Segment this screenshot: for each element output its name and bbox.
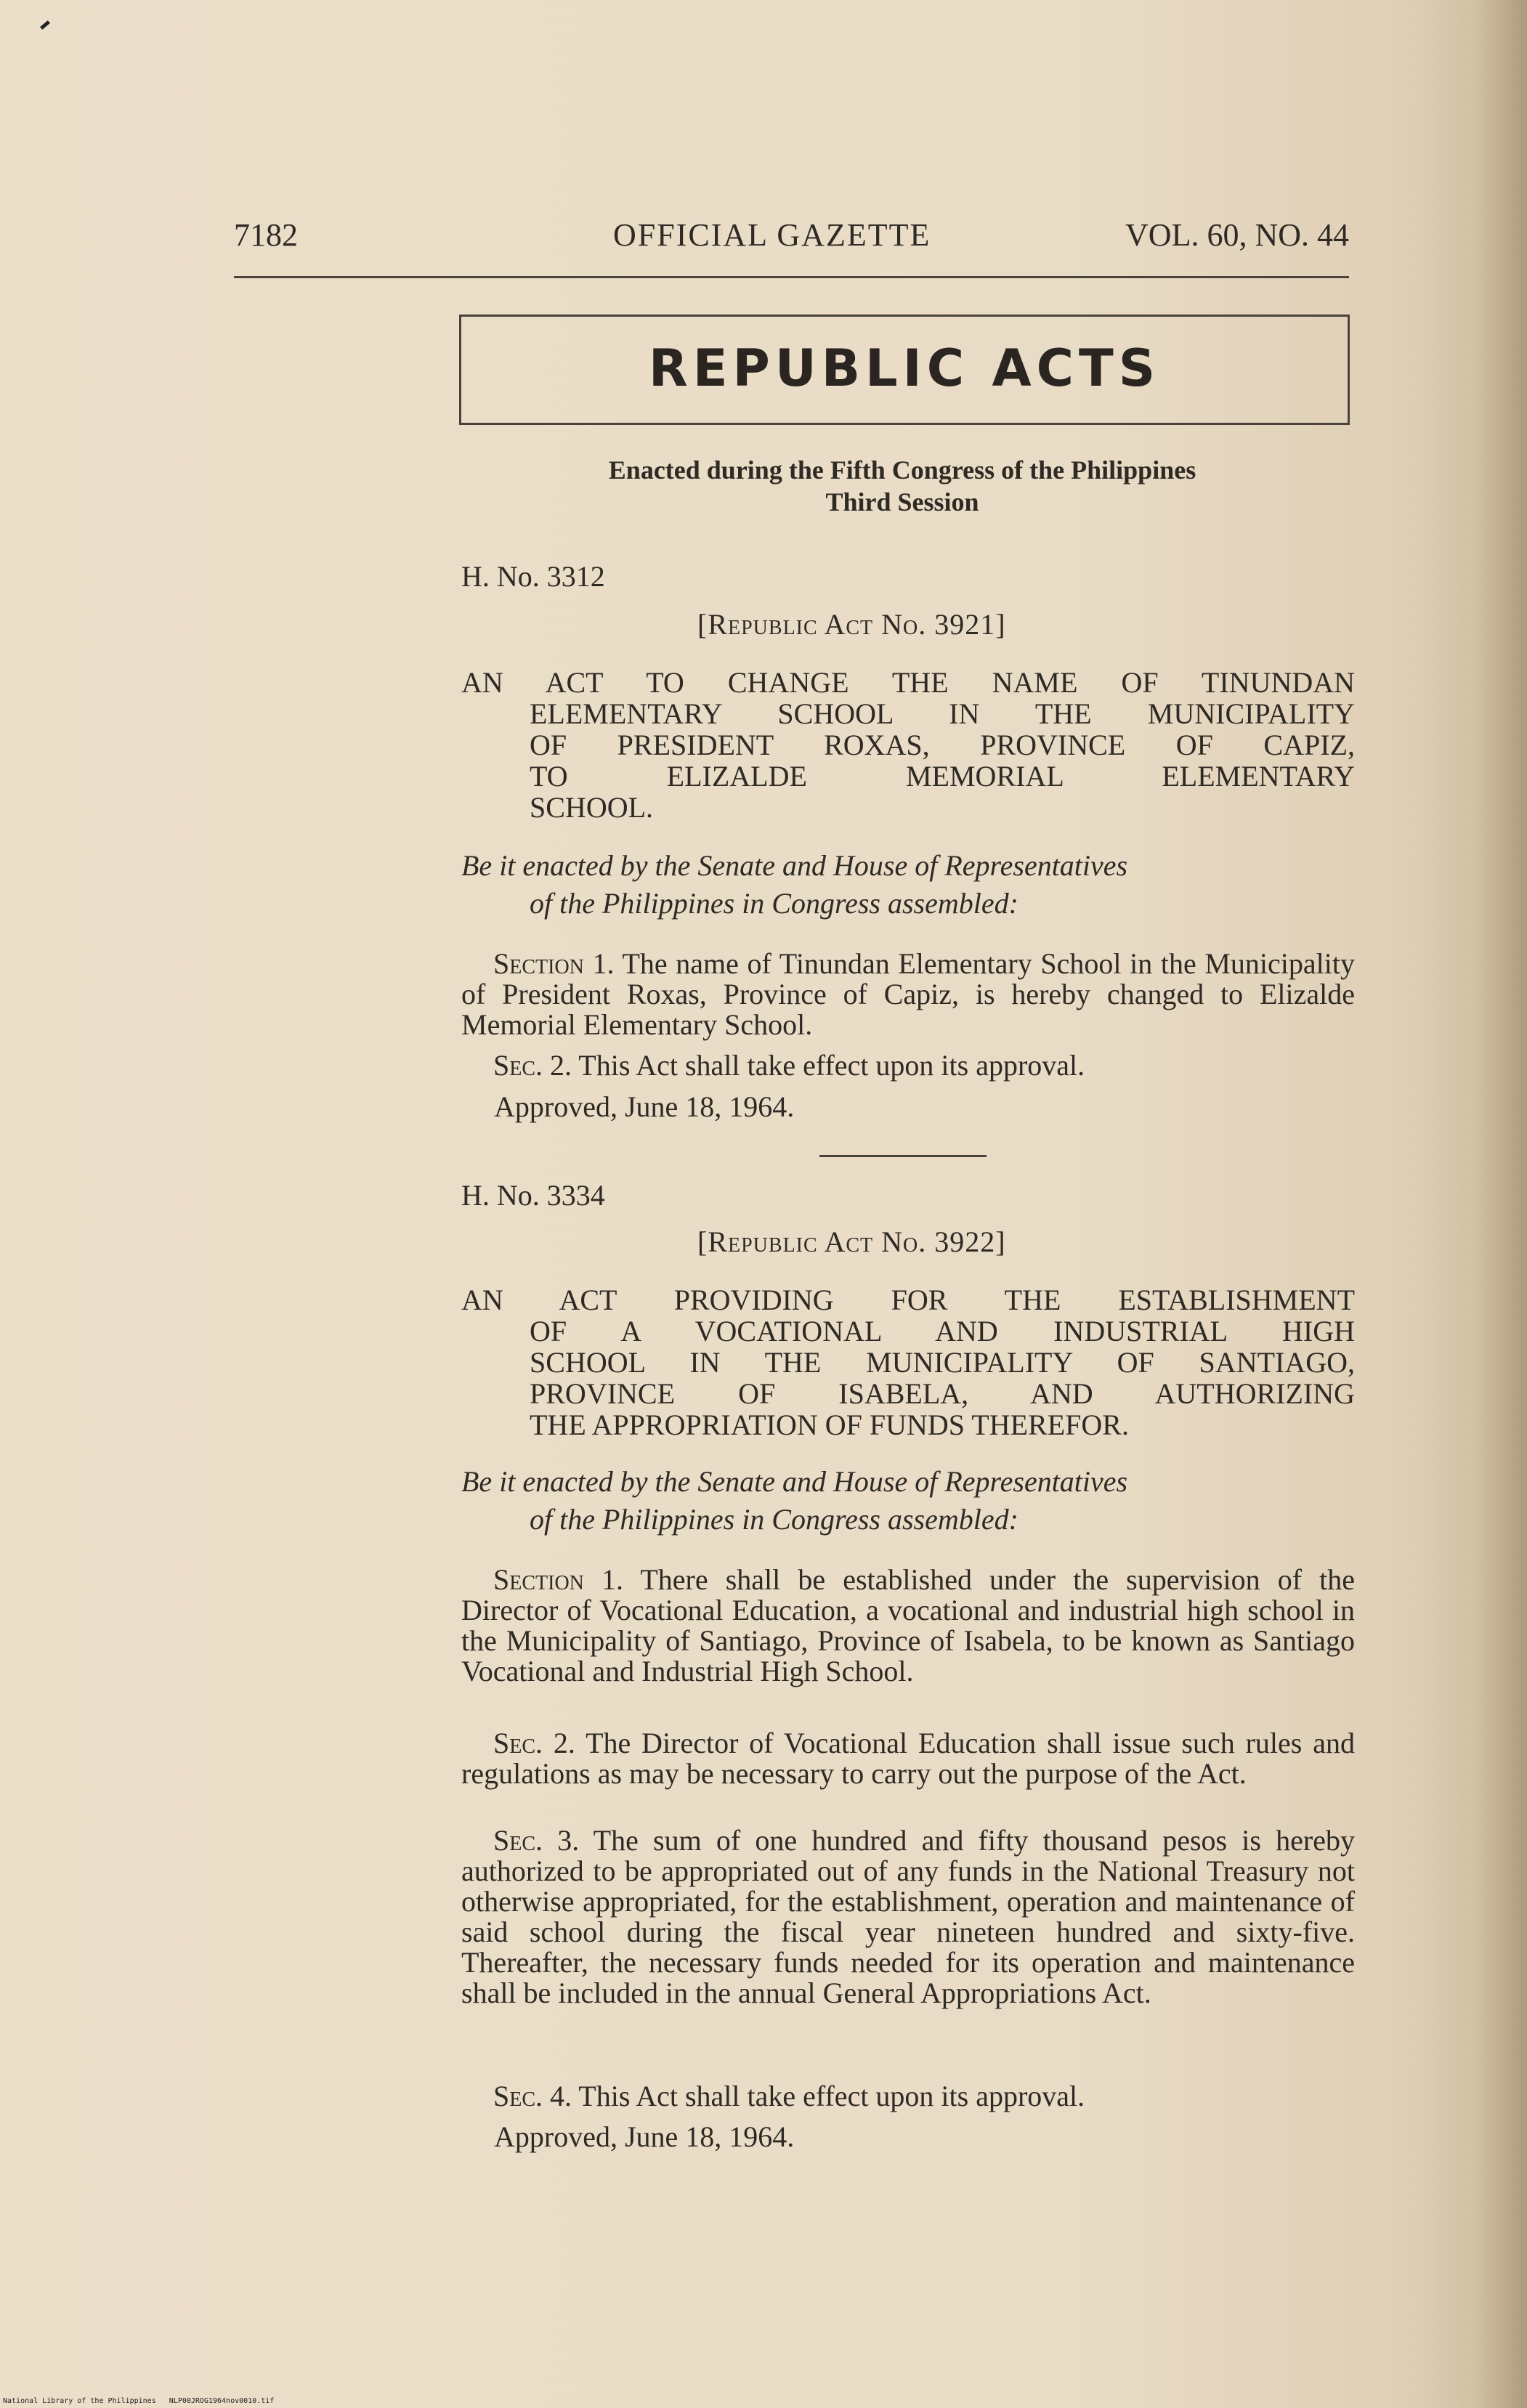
- running-header: [234, 216, 1349, 267]
- act-title-line: PROVINCE OF ISABELA, AND AUTHORIZING: [530, 1377, 1355, 1410]
- approval-date: Approved, June 18, 1964.: [494, 1090, 795, 1123]
- section-text: The Director of Vocational Education shall issue such rules and regulations as may be necessary to carry out the purpose of the Act.: [461, 1727, 1355, 1790]
- enacting-clause: [461, 847, 1355, 923]
- section-paragraph: [461, 1825, 1355, 2008]
- section-paragraph: [461, 1565, 1355, 1687]
- file-id: NLP00JROG1964nov0010.tif: [169, 2397, 275, 2405]
- act-title-line: THE APPROPRIATION OF FUNDS THEREFOR.: [530, 1408, 1129, 1441]
- section-text: This Act shall take effect upon its approval.: [572, 1049, 1085, 1082]
- section-label: Section 1.: [493, 947, 615, 980]
- act-title-line: AN ACT PROVIDING FOR THE ESTABLISHMENT: [461, 1284, 1355, 1316]
- act-title-line: SCHOOL.: [530, 791, 654, 824]
- act-title: [461, 667, 1355, 823]
- act-title-line: AN ACT TO CHANGE THE NAME OF TINUNDAN: [461, 666, 1355, 699]
- section-paragraph: [461, 1728, 1355, 1789]
- republic-act-number: [Republic Act No. 3921]: [697, 608, 1006, 641]
- page-number: 7182: [234, 217, 298, 253]
- volume-number: VOL. 60, NO. 44: [1125, 217, 1349, 253]
- act-title-line: OF A VOCATIONAL AND INDUSTRIAL HIGH: [530, 1315, 1355, 1347]
- section-text: There shall be established under the supervision of the Director of Vocational Education, a vocational and industrial high school in the Municipality of Santiago, Province of Isabela, to be known as Santiago Vocational and Industrial High School.: [461, 1563, 1355, 1687]
- scan-footer: [3, 2397, 274, 2405]
- section-label: Sec. 4.: [493, 2080, 572, 2112]
- act-title-line: ELEMENTARY SCHOOL IN THE MUNICIPALITY: [530, 697, 1355, 730]
- section-text: This Act shall take effect upon its approval.: [572, 2080, 1085, 2112]
- enacting-clause-line: of the Philippines in Congress assembled:: [530, 887, 1018, 920]
- session-line-2: Third Session: [825, 487, 979, 516]
- house-bill-number: H. No. 3312: [461, 560, 605, 593]
- act-title-line: TO ELIZALDE MEMORIAL ELEMENTARY: [530, 760, 1355, 792]
- library-name: National Library of the Philippines: [3, 2397, 156, 2405]
- header-rule: [234, 276, 1349, 278]
- section-label: Section 1.: [493, 1563, 623, 1596]
- section-paragraph: [461, 949, 1355, 1040]
- enacting-clause-line: Be it enacted by the Senate and House of Representatives: [461, 1465, 1128, 1498]
- house-bill-number: H. No. 3334: [461, 1179, 605, 1212]
- approval-date: Approved, June 18, 1964.: [494, 2120, 795, 2153]
- section-label: Sec. 3.: [493, 1824, 580, 1857]
- section-label: Sec. 2.: [493, 1727, 575, 1759]
- section-paragraph: [461, 2081, 1355, 2112]
- act-title: [461, 1284, 1355, 1440]
- publication-title: OFFICIAL GAZETTE: [613, 217, 931, 253]
- section-title: REPUBLIC ACTS: [648, 339, 1161, 398]
- section-title-box: [459, 315, 1350, 425]
- act-title-line: SCHOOL IN THE MUNICIPALITY OF SANTIAGO,: [530, 1346, 1355, 1379]
- session-line-1: Enacted during the Fifth Congress of the Philippines: [608, 455, 1196, 485]
- enacting-clause-line: Be it enacted by the Senate and House of Representatives: [461, 849, 1128, 882]
- republic-act-number: [Republic Act No. 3922]: [697, 1225, 1006, 1258]
- section-label: Sec. 2.: [493, 1049, 572, 1082]
- section-text: The sum of one hundred and fifty thousand pesos is hereby authorized to be appropriated out of any funds in the National Treasury not otherwise appropriated, for the establishment, operation and maintenance of said school during the fiscal year nineteen hundred and sixty-five. Thereafter, the necessary funds needed for its operation and maintenance shall be included in the annual General Appropriations Act.: [461, 1824, 1355, 2009]
- enacting-clause: [461, 1463, 1355, 1539]
- act-separator: [819, 1155, 987, 1157]
- section-text: The name of Tinundan Elementary School in the Municipality of President Roxas, Province of Capiz, is hereby changed to Elizalde Memorial Elementary School.: [461, 947, 1355, 1041]
- page-edge-shadow: [1476, 0, 1527, 2408]
- act-title-line: OF PRESIDENT ROXAS, PROVINCE OF CAPIZ,: [530, 729, 1355, 761]
- section-paragraph: [461, 1050, 1355, 1081]
- enacting-clause-line: of the Philippines in Congress assembled:: [530, 1503, 1018, 1536]
